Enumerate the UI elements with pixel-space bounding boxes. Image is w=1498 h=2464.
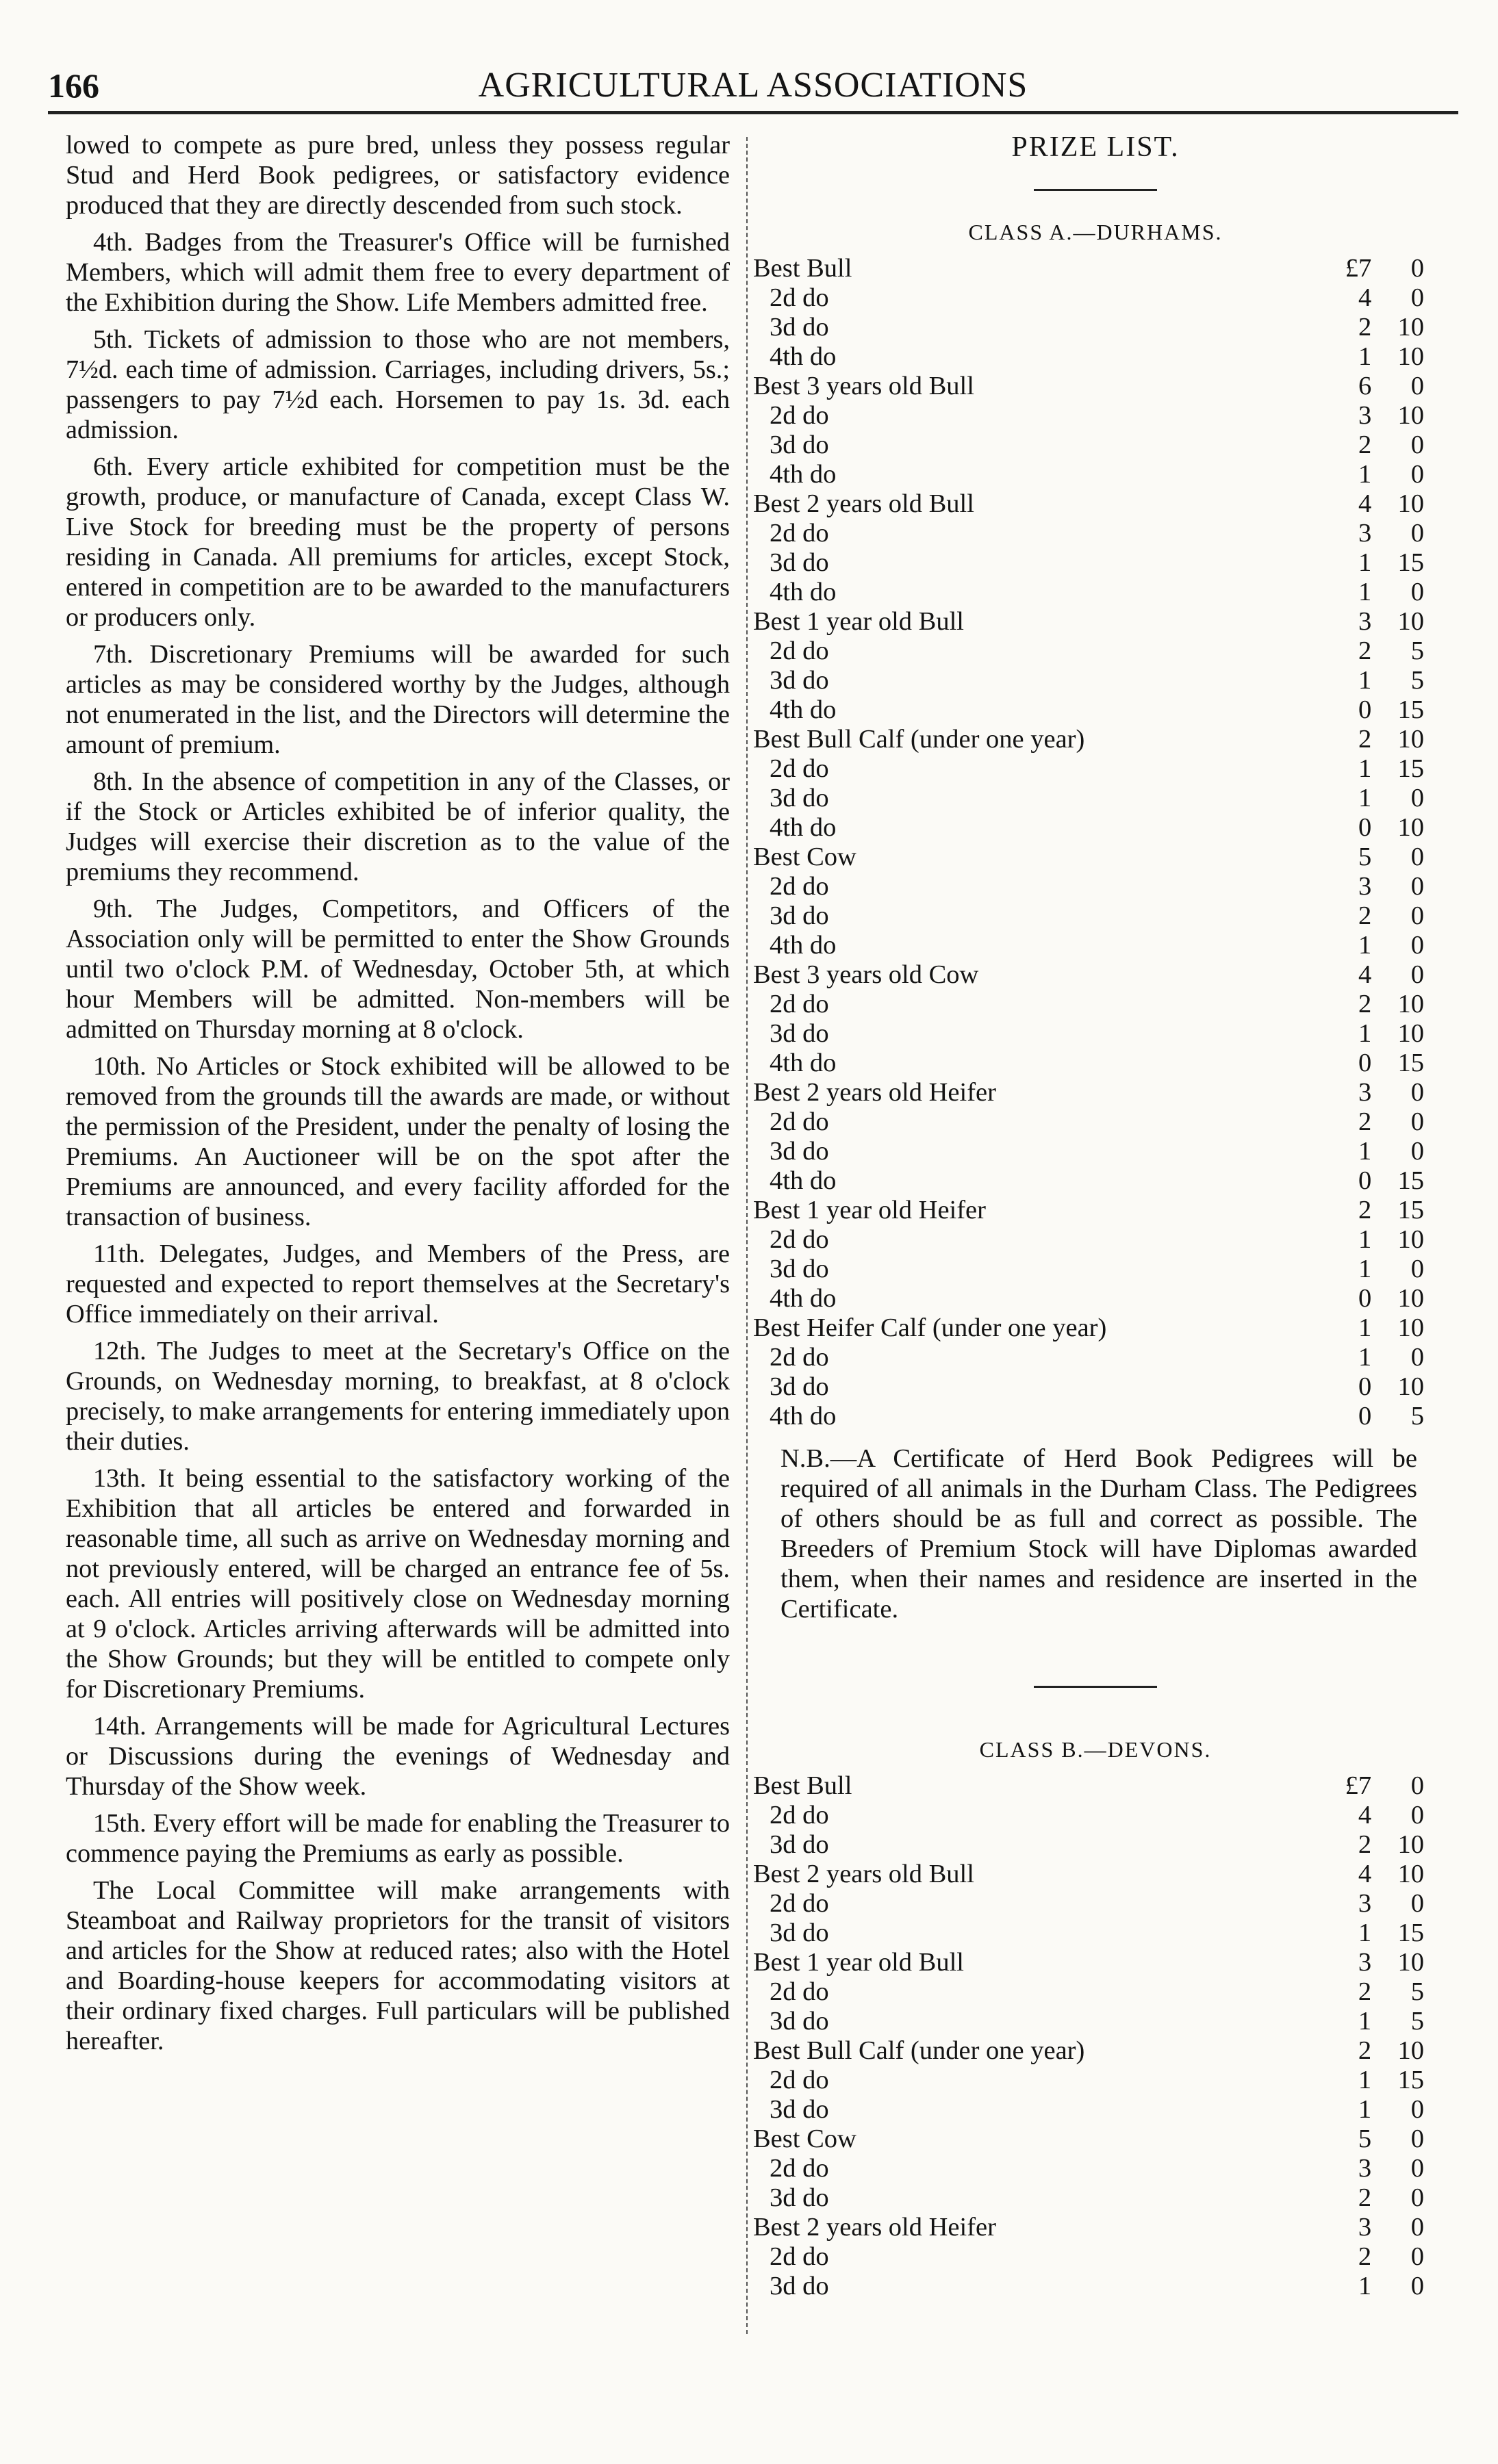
prize-row: [753, 1107, 1424, 1137]
prize-pounds: £7: [1345, 254, 1372, 283]
prize-description: 3d do: [770, 1255, 829, 1283]
prize-row: [753, 1860, 1424, 1889]
prize-description: 3d do: [770, 2095, 829, 2124]
prize-row: [753, 1830, 1424, 1860]
prize-row: [753, 725, 1424, 754]
page-header: [48, 62, 1458, 110]
section-rule: [1034, 189, 1157, 191]
prize-pounds: 1: [1358, 931, 1372, 960]
prize-shillings: 0: [1410, 1255, 1424, 1283]
prize-description: 2d do: [770, 283, 829, 312]
prize-shillings: 0: [1410, 283, 1424, 312]
class-a-prize-rows: [753, 254, 1424, 1431]
prize-shillings: 0: [1410, 431, 1424, 459]
prize-shillings: 10: [1397, 1313, 1424, 1342]
prize-description: Best 2 years old Heifer: [753, 1078, 996, 1107]
prize-row: [753, 431, 1424, 460]
prize-row: [753, 784, 1424, 813]
prize-row: [753, 1889, 1424, 1918]
prize-row: [753, 1049, 1424, 1078]
prize-row: [753, 1402, 1424, 1431]
prize-row: [753, 637, 1424, 666]
prize-shillings: 0: [1410, 578, 1424, 606]
prize-description: Best Bull: [753, 1771, 852, 1800]
prize-pounds: 0: [1358, 1166, 1372, 1195]
rules-column: [66, 130, 730, 2056]
prize-description: 4th do: [770, 1049, 837, 1077]
class-a-heading: CLASS A.—DURHAMS.: [968, 220, 1223, 244]
prize-description: Best Cow: [753, 2125, 856, 2153]
prize-description: 3d do: [770, 901, 829, 930]
prize-row: [753, 2007, 1424, 2036]
prize-shillings: 15: [1397, 1918, 1424, 1947]
prize-description: 4th do: [770, 813, 837, 842]
prize-pounds: 3: [1358, 1948, 1372, 1977]
prize-row: [753, 2154, 1424, 2183]
prize-description: 3d do: [770, 431, 829, 459]
prize-pounds: 0: [1358, 1049, 1372, 1077]
prize-pounds: 2: [1358, 1977, 1372, 2006]
rule-paragraph: The Local Committee will make arrangements with Steamboat and Railway proprietors for the transit of visitors and articles for the Show at reduced rates; also with the Hotel and Boarding-house keepers for accommodating visitors at their ordinary fixed charges. Full particulars will be published hereafter.: [66, 1876, 730, 2055]
prize-shillings: 15: [1397, 2066, 1424, 2094]
prize-pounds: 2: [1358, 2242, 1372, 2271]
prize-description: 3d do: [770, 2272, 829, 2300]
prize-description: 2d do: [770, 1343, 829, 1372]
prize-pounds: 1: [1358, 1019, 1372, 1048]
prize-pounds: 0: [1358, 1284, 1372, 1313]
prize-row: [753, 283, 1424, 313]
prize-row: [753, 960, 1424, 990]
prize-row: [753, 548, 1424, 578]
prize-shillings: 5: [1410, 637, 1424, 665]
prize-pounds: 1: [1358, 1225, 1372, 1254]
prize-shillings: 0: [1410, 1889, 1424, 1918]
prize-description: 4th do: [770, 695, 837, 724]
prize-pounds: 1: [1358, 1313, 1372, 1342]
prize-shillings: 10: [1397, 2036, 1424, 2065]
prize-row: [753, 1225, 1424, 1255]
prize-shillings: 10: [1397, 1019, 1424, 1048]
prize-row: [753, 1166, 1424, 1196]
prize-row: [753, 1137, 1424, 1166]
prize-description: 3d do: [770, 1830, 829, 1859]
prize-pounds: 3: [1358, 519, 1372, 548]
prize-shillings: 0: [1410, 2272, 1424, 2300]
prize-pounds: 1: [1358, 784, 1372, 812]
prize-row: [753, 1078, 1424, 1107]
prize-pounds: 3: [1358, 2213, 1372, 2242]
prize-shillings: 0: [1410, 2183, 1424, 2212]
prize-row: [753, 401, 1424, 431]
prize-pounds: 3: [1358, 2154, 1372, 2183]
prize-description: 2d do: [770, 637, 829, 665]
prize-pounds: 5: [1358, 843, 1372, 871]
column-divider: [746, 137, 748, 2334]
prize-shillings: 0: [1410, 784, 1424, 812]
prize-shillings: 0: [1410, 1137, 1424, 1166]
rule-paragraph: lowed to compete as pure bred, unless they possess regular Stud and Herd Book pedigrees, or satisfactory evidence produced that they are directly descended from such stock.: [66, 131, 730, 220]
prize-pounds: 1: [1358, 548, 1372, 577]
prize-row: [753, 2066, 1424, 2095]
running-title: AGRICULTURAL ASSOCIATIONS: [478, 66, 1028, 105]
prize-shillings: 10: [1397, 607, 1424, 636]
prize-shillings: 0: [1410, 2154, 1424, 2183]
prize-shillings: 10: [1397, 1284, 1424, 1313]
prize-shillings: 0: [1410, 254, 1424, 283]
prize-description: 2d do: [770, 1977, 829, 2006]
prize-description: 3d do: [770, 784, 829, 812]
class-a-nb-note: N.B.—A Certificate of Herd Book Pedigrees will be required of all animals in the Durham Class. The Pedigrees of others should be as full and correct as possible. The Breeders of Premium Stock will have Diplomas awarded them, when their names and residence are inserted in the Certificate.: [780, 1444, 1417, 1624]
prize-row: [753, 754, 1424, 784]
prize-shillings: 0: [1410, 460, 1424, 489]
rule-paragraph: 6th. Every article exhibited for competition must be the growth, produce, or manufacture of Canada, except Class W. Live Stock for breeding must be the property of persons residing in Canada. All premiums for articles, except Stock, entered in competition are to be awarded to the manufacturers or producers only.: [66, 452, 730, 632]
prize-row: [753, 460, 1424, 489]
prize-shillings: 0: [1410, 2125, 1424, 2153]
prize-pounds: 4: [1358, 960, 1372, 989]
prize-pounds: 1: [1358, 342, 1372, 371]
prize-description: Best 3 years old Cow: [753, 960, 979, 989]
prize-shillings: 0: [1410, 1078, 1424, 1107]
rule-paragraph: 11th. Delegates, Judges, and Members of the Press, are requested and expected to report themselves at the Secretary's Office immediately on their arrival.: [66, 1240, 730, 1329]
rule-paragraph: 10th. No Articles or Stock exhibited will be allowed to be removed from the grounds till the awards are made, or without the permission of the President, under the penalty of losing the Premiums. An Auctioneer will be on the spot after the Premiums are announced, and every facility afforded for the transaction of business.: [66, 1052, 730, 1231]
prize-shillings: 10: [1397, 813, 1424, 842]
prize-shillings: 0: [1410, 1801, 1424, 1830]
prize-row: [753, 313, 1424, 342]
prize-shillings: 0: [1410, 931, 1424, 960]
header-rule: [48, 111, 1458, 114]
prize-row: [753, 2125, 1424, 2154]
prize-description: 3d do: [770, 2007, 829, 2036]
prize-row: [753, 1284, 1424, 1313]
prize-description: 3d do: [770, 313, 829, 342]
prize-description: Best 2 years old Bull: [753, 1860, 974, 1888]
prize-pounds: 1: [1358, 2095, 1372, 2124]
prize-description: 2d do: [770, 754, 829, 783]
prize-row: [753, 2213, 1424, 2242]
prize-shillings: 0: [1410, 519, 1424, 548]
prize-shillings: 10: [1397, 725, 1424, 754]
prize-pounds: 1: [1358, 1343, 1372, 1372]
prize-shillings: 15: [1397, 1049, 1424, 1077]
prize-pounds: £7: [1345, 1771, 1372, 1800]
prize-shillings: 15: [1397, 754, 1424, 783]
prize-pounds: 2: [1358, 901, 1372, 930]
prize-shillings: 10: [1397, 1948, 1424, 1977]
prize-description: Best 3 years old Bull: [753, 372, 974, 400]
prize-pounds: 1: [1358, 460, 1372, 489]
prize-row: [753, 607, 1424, 637]
prize-shillings: 0: [1410, 2095, 1424, 2124]
page-number: 166: [48, 66, 99, 105]
prize-pounds: 3: [1358, 1889, 1372, 1918]
prize-shillings: 10: [1397, 1225, 1424, 1254]
prize-shillings: 10: [1397, 1860, 1424, 1888]
prize-shillings: 0: [1410, 1343, 1424, 1372]
class-a-prize-table: [753, 254, 1424, 1431]
prize-description: 2d do: [770, 2066, 829, 2094]
prize-shillings: 0: [1410, 2213, 1424, 2242]
prize-shillings: 10: [1397, 342, 1424, 371]
prize-pounds: 2: [1358, 1196, 1372, 1224]
rule-paragraph: 5th. Tickets of admission to those who are not members, 7½d. each time of admission. Carriages, including drivers, 5s.; passengers to pay 7½d each. Horsemen to pay 1s. 3d. each admission.: [66, 325, 730, 444]
prize-pounds: 3: [1358, 607, 1372, 636]
prize-description: Best Bull: [753, 254, 852, 283]
prize-pounds: 2: [1358, 2036, 1372, 2065]
prize-row: [753, 254, 1424, 283]
prize-pounds: 3: [1358, 401, 1372, 430]
prize-description: Best 1 year old Heifer: [753, 1196, 986, 1224]
prize-row: [753, 1313, 1424, 1343]
prize-description: 2d do: [770, 2154, 829, 2183]
prize-pounds: 0: [1358, 1372, 1372, 1401]
prize-description: Best 2 years old Heifer: [753, 2213, 996, 2242]
prize-shillings: 10: [1397, 990, 1424, 1018]
prize-shillings: 15: [1397, 695, 1424, 724]
prize-pounds: 1: [1358, 2007, 1372, 2036]
prize-row: [753, 2095, 1424, 2125]
class-b-prize-rows: [753, 1771, 1424, 2301]
prize-shillings: 5: [1410, 666, 1424, 695]
prize-shillings: 0: [1410, 1771, 1424, 1800]
prize-list-title: PRIZE LIST.: [1011, 131, 1180, 163]
prize-row: [753, 1343, 1424, 1372]
prize-row: [753, 1977, 1424, 2007]
prize-row: [753, 1196, 1424, 1225]
prize-pounds: 4: [1358, 283, 1372, 312]
prize-description: 4th do: [770, 578, 837, 606]
prize-shillings: 0: [1410, 843, 1424, 871]
prize-description: 3d do: [770, 1137, 829, 1166]
prize-description: 3d do: [770, 1019, 829, 1048]
class-b-prize-table: [753, 1771, 1424, 2301]
prize-row: [753, 1255, 1424, 1284]
prize-row: [753, 872, 1424, 901]
prize-description: 4th do: [770, 460, 837, 489]
prize-pounds: 0: [1358, 813, 1372, 842]
prize-row: [753, 901, 1424, 931]
prize-pounds: 0: [1358, 1402, 1372, 1430]
prize-shillings: 10: [1397, 1372, 1424, 1401]
prize-pounds: 5: [1358, 2125, 1372, 2153]
prize-row: [753, 695, 1424, 725]
prize-description: 4th do: [770, 342, 837, 371]
prize-description: 2d do: [770, 872, 829, 901]
prize-pounds: 1: [1358, 666, 1372, 695]
prize-description: 2d do: [770, 519, 829, 548]
prize-shillings: 0: [1410, 372, 1424, 400]
prize-pounds: 3: [1358, 872, 1372, 901]
prize-row: [753, 2272, 1424, 2301]
prize-description: 2d do: [770, 1107, 829, 1136]
prize-pounds: 2: [1358, 1107, 1372, 1136]
prize-description: 4th do: [770, 1284, 837, 1313]
rule-paragraph: 8th. In the absence of competition in any of the Classes, or if the Stock or Articles exhibited be of inferior quality, the Judges will exercise their discretion as to the value of the premiums they recommend.: [66, 767, 730, 886]
class-b-heading: CLASS B.—DEVONS.: [979, 1737, 1212, 1762]
prize-description: 2d do: [770, 1889, 829, 1918]
prize-list-column: [753, 130, 1438, 2301]
prize-pounds: 2: [1358, 1830, 1372, 1859]
prize-shillings: 5: [1410, 1402, 1424, 1430]
prize-description: Best 1 year old Bull: [753, 1948, 964, 1977]
prize-pounds: 2: [1358, 2183, 1372, 2212]
prize-row: [753, 2242, 1424, 2272]
prize-pounds: 2: [1358, 313, 1372, 342]
rule-paragraph: 12th. The Judges to meet at the Secretary's Office on the Grounds, on Wednesday morning, to breakfast, at 8 o'clock precisely, to make arrangements for entering immediately upon their duties.: [66, 1337, 730, 1456]
prize-pounds: 4: [1358, 1801, 1372, 1830]
prize-description: 3d do: [770, 1372, 829, 1401]
prize-shillings: 15: [1397, 1166, 1424, 1195]
rule-paragraph: 9th. The Judges, Competitors, and Officers of the Association only will be permitted to enter the Show Grounds until two o'clock P.M. of Wednesday, October 5th, at which hour Members will be admitted. Non-members will be admitted on Thursday morning at 8 o'clock.: [66, 895, 730, 1044]
prize-shillings: 5: [1410, 1977, 1424, 2006]
prize-shillings: 10: [1397, 313, 1424, 342]
section-rule: [1034, 1686, 1157, 1688]
prize-pounds: 1: [1358, 578, 1372, 606]
prize-description: 3d do: [770, 548, 829, 577]
rule-paragraph: 14th. Arrangements will be made for Agricultural Lectures or Discussions during the evenings of Wednesday and Thursday of the Show week.: [66, 1712, 730, 1801]
prize-row: [753, 342, 1424, 372]
prize-shillings: 0: [1410, 872, 1424, 901]
prize-pounds: 4: [1358, 1860, 1372, 1888]
prize-row: [753, 2183, 1424, 2213]
prize-description: Best Bull Calf (under one year): [753, 2036, 1085, 2065]
prize-description: 4th do: [770, 1166, 837, 1195]
prize-pounds: 1: [1358, 2272, 1372, 2300]
prize-description: 3d do: [770, 666, 829, 695]
prize-pounds: 1: [1358, 1255, 1372, 1283]
prize-shillings: 15: [1397, 1196, 1424, 1224]
prize-row: [753, 1019, 1424, 1049]
prize-pounds: 1: [1358, 2066, 1372, 2094]
prize-pounds: 1: [1358, 1918, 1372, 1947]
prize-row: [753, 2036, 1424, 2066]
prize-description: 2d do: [770, 2242, 829, 2271]
prize-row: [753, 1372, 1424, 1402]
prize-shillings: 10: [1397, 401, 1424, 430]
prize-shillings: 10: [1397, 489, 1424, 518]
prize-row: [753, 1918, 1424, 1948]
prize-pounds: 0: [1358, 695, 1372, 724]
prize-pounds: 1: [1358, 1137, 1372, 1166]
prize-row: [753, 372, 1424, 401]
prize-description: 3d do: [770, 2183, 829, 2212]
prize-description: Best 2 years old Bull: [753, 489, 974, 518]
rule-paragraph: 13th. It being essential to the satisfactory working of the Exhibition that all articles be entered and forwarded in reasonable time, all such as arrive on Wednesday morning and not previously entered, will be charged an entrance fee of 5s. each. All entries will positively close on Wednesday morning at 9 o'clock. Articles arriving afterwards will be admitted into the Show Grounds; but they will be entitled to compete only for Discretionary Premiums.: [66, 1464, 730, 1704]
prize-description: 3d do: [770, 1918, 829, 1947]
rule-paragraph: 7th. Discretionary Premiums will be awarded for such articles as may be considered worthy by the Judges, although not enumerated in the list, and the Directors will determine the amount of premium.: [66, 640, 730, 759]
prize-row: [753, 813, 1424, 843]
prize-row: [753, 1771, 1424, 1801]
prize-description: Best 1 year old Bull: [753, 607, 964, 636]
prize-pounds: 2: [1358, 431, 1372, 459]
prize-description: 2d do: [770, 990, 829, 1018]
prize-pounds: 4: [1358, 489, 1372, 518]
prize-shillings: 10: [1397, 1830, 1424, 1859]
prize-shillings: 0: [1410, 901, 1424, 930]
prize-pounds: 6: [1358, 372, 1372, 400]
prize-description: Best Bull Calf (under one year): [753, 725, 1085, 754]
prize-row: [753, 843, 1424, 872]
prize-row: [753, 990, 1424, 1019]
prize-description: 4th do: [770, 1402, 837, 1430]
prize-description: 2d do: [770, 401, 829, 430]
prize-row: [753, 519, 1424, 548]
prize-row: [753, 489, 1424, 519]
rule-paragraph: 15th. Every effort will be made for enabling the Treasurer to commence paying the Premiums as early as possible.: [66, 1809, 730, 1868]
prize-row: [753, 666, 1424, 695]
prize-description: 4th do: [770, 931, 837, 960]
prize-description: Best Cow: [753, 843, 856, 871]
prize-pounds: 2: [1358, 990, 1372, 1018]
prize-pounds: 3: [1358, 1078, 1372, 1107]
prize-shillings: 0: [1410, 2242, 1424, 2271]
prize-row: [753, 1948, 1424, 1977]
prize-description: Best Heifer Calf (under one year): [753, 1313, 1107, 1342]
prize-description: 2d do: [770, 1801, 829, 1830]
prize-pounds: 2: [1358, 725, 1372, 754]
prize-row: [753, 578, 1424, 607]
prize-shillings: 0: [1410, 960, 1424, 989]
prize-pounds: 1: [1358, 754, 1372, 783]
prize-shillings: 0: [1410, 1107, 1424, 1136]
rule-paragraph: 4th. Badges from the Treasurer's Office will be furnished Members, which will admit them free to every department of the Exhibition during the Show. Life Members admitted free.: [66, 228, 730, 317]
prize-shillings: 15: [1397, 548, 1424, 577]
prize-pounds: 2: [1358, 637, 1372, 665]
prize-shillings: 5: [1410, 2007, 1424, 2036]
prize-description: 2d do: [770, 1225, 829, 1254]
prize-row: [753, 1801, 1424, 1830]
prize-row: [753, 931, 1424, 960]
